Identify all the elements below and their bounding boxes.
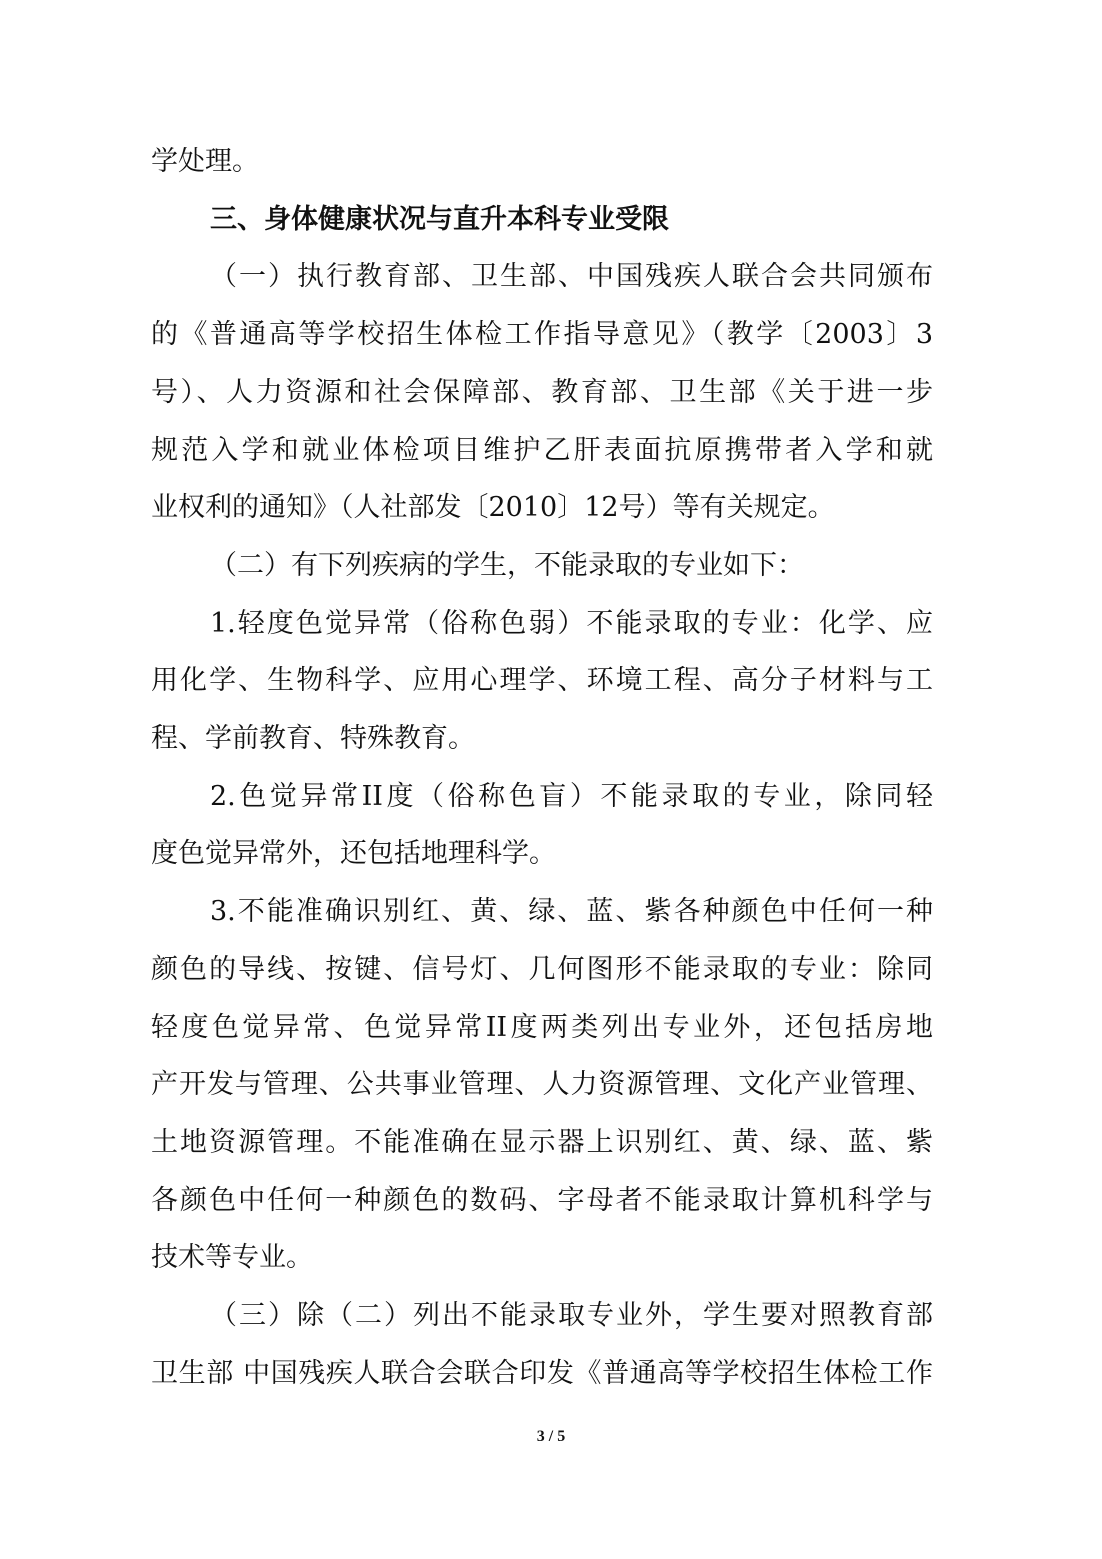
text-line: 轻度色觉异常、色觉异常II度两类列出专业外，还包括房地 [151, 1011, 933, 1043]
text-line: 号）、人力资源和社会保障部、教育部、卫生部《关于进一步 [151, 376, 933, 408]
text-line: （二）有下列疾病的学生，不能录取的专业如下： [210, 549, 804, 581]
text-line: 程、学前教育、特殊教育。 [151, 723, 475, 754]
text-line: 3.不能准确识别红、黄、绿、蓝、紫各种颜色中任何一种 [210, 896, 933, 928]
text-line: 各颜色中任何一种颜色的数码、字母者不能录取计算机科学与 [151, 1184, 933, 1216]
text-line: 度色觉异常外，还包括地理科学。 [151, 838, 556, 870]
text-line: 技术等专业。 [151, 1242, 313, 1274]
text-line: 用化学、生物科学、应用心理学、环境工程、高分子材料与工 [151, 665, 933, 697]
text-line: 颜色的导线、按键、信号灯、几何图形不能录取的专业：除同 [151, 953, 933, 985]
text-line: 的《普通高等学校招生体检工作指导意见》（教学〔2003〕3 [151, 319, 933, 351]
page-number: 3 / 5 [536, 1428, 566, 1445]
text-line: 2.色觉异常II度（俗称色盲）不能录取的专业，除同轻 [210, 780, 933, 812]
text-line: 土地资源管理。不能准确在显示器上识别红、黄、绿、蓝、紫 [151, 1126, 933, 1158]
text-line: 产开发与管理、公共事业管理、人力资源管理、文化产业管理、 [151, 1069, 933, 1101]
text-line: 卫生部 中国残疾人联合会联合印发《普通高等学校招生体检工作 [151, 1357, 933, 1389]
text-line: 1.轻度色觉异常（俗称色弱）不能录取的专业：化学、应 [210, 607, 933, 639]
text-line: （三）除（二）列出不能录取专业外，学生要对照教育部 [210, 1300, 933, 1331]
text-line: 规范入学和就业体检项目维护乙肝表面抗原携带者入学和就 [151, 434, 933, 466]
section-heading: 三、身体健康状况与直升本科专业受限 [210, 203, 669, 235]
text-line: （一）执行教育部、卫生部、中国残疾人联合会共同颁布 [210, 261, 933, 293]
text-line: 业权利的通知》（人社部发〔2010〕12号）等有关规定。 [151, 492, 835, 524]
text-line: 学处理。 [151, 146, 259, 177]
